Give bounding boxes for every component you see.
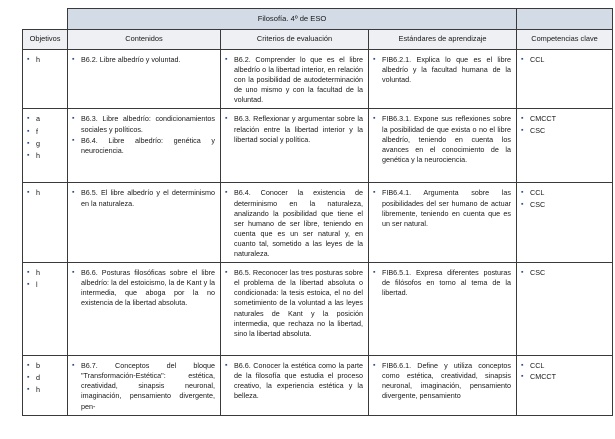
criterio-text: B6.5. Reconocer las tres posturas sobre el problema de la libertad absoluta o condicionada: la tesis estoica, el no del sometimiento de la voluntad a las leyes naturales de Kant y la posición intermedia, que rechaza no la libertad, sino la libertad absoluta. — [234, 268, 363, 338]
bullet-icon: ▪ — [373, 56, 376, 63]
bullet-icon: ▪ — [72, 56, 75, 63]
bullet-icon: ▪ — [521, 189, 524, 197]
list-item — [27, 268, 62, 278]
objetivos-cell — [23, 356, 68, 415]
list-item — [521, 268, 607, 278]
list-item — [225, 114, 363, 144]
header-estandares: Estándares de aprendizaje — [369, 30, 517, 50]
competencia-text: CCL — [530, 55, 545, 64]
bullet-icon: ▪ — [27, 362, 30, 370]
contenido-text: B6.3. Libre albedrío: condicionamientos sociales y políticos. — [81, 114, 215, 134]
list-item — [27, 188, 62, 198]
bullet-icon: ▪ — [521, 373, 524, 381]
bullet-icon: ▪ — [521, 269, 524, 277]
competencias-cell — [517, 183, 613, 263]
list-item — [225, 55, 363, 105]
objetivo-text: f — [36, 126, 38, 136]
contenido-text: B6.5. El libre albedrío y el determinismo en la naturaleza. — [81, 188, 215, 208]
contenidos-cell — [68, 50, 221, 109]
competencias-cell — [517, 50, 613, 109]
estandares-cell — [369, 356, 517, 415]
list-item — [72, 114, 215, 134]
estandar-text: FIB6.6.1. Define y utiliza conceptos como estética, creatividad, sinapsis neuronal, imaginación, pensamiento divergente, pensamiento — [382, 361, 512, 401]
objetivo-text: d — [36, 373, 40, 383]
criterios-cell — [221, 356, 369, 415]
contenidos-cell — [68, 109, 221, 183]
competencia-text: CCL — [530, 361, 545, 371]
list-item — [27, 114, 62, 124]
table-row — [23, 356, 613, 415]
competencia-text: CCL — [530, 188, 545, 198]
criterio-text: B6.3. Reflexionar y argumentar sobre la relación entre la libertad interior y la libertad social y política. — [234, 114, 363, 144]
header-competencias: Competencias clave — [517, 30, 613, 50]
bullet-icon: ▪ — [521, 200, 524, 208]
bullet-icon: ▪ — [373, 115, 376, 123]
competencias-cell — [517, 356, 613, 415]
competencia-text: CSC — [530, 199, 546, 209]
criterio-text: B6.6. Conocer la estética como la parte de la filosofía que estudia el proceso creativo, la experiencia estética y la belleza. — [234, 361, 363, 401]
competencia-text: CSC — [530, 125, 546, 135]
objetivo-text: h — [36, 150, 40, 160]
estandar-text: FIB6.4.1. Argumenta sobre las posibilidades del ser humano de actuar libremente, teniendo en cuenta que es un ser natural. — [382, 188, 512, 228]
estandares-cell — [369, 109, 517, 183]
contenido-text: B6.6. Posturas filosóficas sobre el libre albedrío: la del estoicismo, la de Kant y la intermedia, que aboga por la no existencia de la libertad absoluta. — [81, 268, 215, 308]
list-item — [373, 55, 511, 85]
bullet-icon: ▪ — [521, 362, 524, 370]
objetivo-text: l — [36, 280, 38, 290]
list-item — [27, 385, 62, 395]
bullet-icon: ▪ — [27, 189, 30, 197]
bullet-icon: ▪ — [72, 269, 75, 277]
curriculum-table — [22, 8, 613, 416]
competencia-text: CSC — [530, 268, 546, 278]
table-header-row — [23, 30, 613, 50]
objetivos-cell — [23, 50, 68, 109]
list-item — [373, 188, 511, 228]
blank-title-cell — [517, 9, 613, 30]
list-item — [225, 361, 363, 401]
list-item — [72, 188, 215, 208]
competencias-cell — [517, 263, 613, 356]
estandar-text: FIB6.3.1. Expone sus reflexiones sobre la posibilidad de que exista o no el libre albedrío, teniendo en cuenta los avances en el conocimiento de la genética y la neurociencia. — [382, 114, 512, 164]
bullet-icon: ▪ — [27, 115, 30, 123]
bullet-icon: ▪ — [27, 139, 30, 147]
bullet-icon: ▪ — [373, 189, 376, 197]
list-item — [373, 268, 511, 298]
list-item — [27, 55, 62, 65]
bullet-icon: ▪ — [225, 56, 228, 63]
list-item — [521, 126, 607, 136]
estandares-cell — [369, 263, 517, 356]
objetivo-text: h — [36, 55, 40, 64]
bullet-icon: ▪ — [27, 151, 30, 159]
bullet-icon: ▪ — [27, 281, 30, 289]
criterios-cell — [221, 50, 369, 109]
header-criterios: Criterios de evaluación — [221, 30, 369, 50]
list-item — [27, 280, 62, 290]
objetivo-text: h — [36, 188, 40, 198]
table-row — [23, 109, 613, 183]
objetivos-cell — [23, 183, 68, 263]
competencia-text: CMCCT — [530, 372, 556, 382]
contenidos-cell — [68, 263, 221, 356]
bullet-icon: ▪ — [225, 362, 228, 370]
objetivo-text: h — [36, 268, 40, 278]
list-item — [521, 361, 607, 371]
estandares-cell — [369, 183, 517, 263]
list-item — [72, 136, 215, 156]
contenidos-cell — [68, 183, 221, 263]
table-row — [23, 50, 613, 109]
bullet-icon: ▪ — [27, 56, 30, 63]
criterios-cell — [221, 183, 369, 263]
bullet-icon: ▪ — [521, 56, 524, 63]
list-item — [373, 114, 511, 164]
bullet-icon: ▪ — [72, 115, 75, 123]
competencias-cell — [517, 109, 613, 183]
bullet-icon: ▪ — [225, 115, 228, 123]
list-item — [27, 361, 62, 371]
bullet-icon: ▪ — [225, 189, 228, 197]
list-item — [521, 55, 607, 65]
objetivos-cell — [23, 109, 68, 183]
bullet-icon: ▪ — [72, 362, 75, 370]
table-title: Filosofía. 4º de ESO — [68, 9, 517, 30]
table-title-row — [23, 9, 613, 30]
table-row — [23, 183, 613, 263]
criterio-text: B6.4. Conocer la existencia de determinismo en la naturaleza, analizando la posibilidad que tiene el ser humano de ser libre, teniendo en cuenta que es un ser natural y, en cuanto tal, sometido a las leyes de la naturaleza. — [234, 188, 363, 259]
header-contenidos: Contenidos — [68, 30, 221, 50]
criterios-cell — [221, 109, 369, 183]
list-item — [72, 55, 215, 65]
estandares-cell — [369, 50, 517, 109]
table-row — [23, 263, 613, 356]
list-item — [27, 373, 62, 383]
header-objetivos: Objetivos — [23, 30, 68, 50]
list-item — [72, 361, 215, 411]
competencia-text: CMCCT — [530, 114, 556, 124]
list-item — [521, 188, 607, 198]
objetivo-text: g — [36, 138, 40, 148]
bullet-icon: ▪ — [27, 386, 30, 394]
list-item — [27, 127, 62, 137]
objetivo-text: b — [36, 361, 40, 371]
bullet-icon: ▪ — [27, 127, 30, 135]
objetivo-text: a — [36, 114, 40, 124]
objetivos-cell — [23, 263, 68, 356]
list-item — [72, 268, 215, 308]
list-item — [521, 372, 607, 382]
objetivo-text: h — [36, 385, 40, 395]
contenido-text: B6.2. Libre albedrío y voluntad. — [81, 55, 181, 64]
contenido-text: B6.7. Conceptos del bloque "Transformación-Estética": estética, creatividad, sinapsis neuronal, imaginación, pensamiento divergente, pen- — [81, 361, 215, 411]
bullet-icon: ▪ — [373, 362, 376, 370]
bullet-icon: ▪ — [225, 269, 228, 277]
bullet-icon: ▪ — [27, 374, 30, 382]
bullet-icon: ▪ — [373, 269, 376, 277]
list-item — [225, 188, 363, 259]
criterios-cell — [221, 263, 369, 356]
estandar-text: FIB6.2.1. Explica lo que es el libre albedrío y la facultad humana de la voluntad. — [382, 55, 512, 85]
blank-header-cell — [23, 9, 68, 30]
criterio-text: B6.2. Comprender lo que es el libre albedrío o la libertad interior, en relación con la posibilidad de autodeterminación de uno mismo y con la facultad de la voluntad. — [234, 55, 363, 105]
list-item — [521, 114, 607, 124]
contenido-text: B6.4. Libre albedrío: genética y neurociencia. — [81, 135, 215, 155]
bullet-icon: ▪ — [72, 189, 75, 197]
estandar-text: FIB6.5.1. Expresa diferentes posturas de filósofos en torno al tema de la libertad. — [382, 268, 512, 298]
list-item — [521, 200, 607, 210]
bullet-icon: ▪ — [521, 126, 524, 134]
list-item — [225, 268, 363, 339]
bullet-icon: ▪ — [72, 136, 75, 144]
list-item — [27, 139, 62, 149]
bullet-icon: ▪ — [521, 115, 524, 123]
list-item — [27, 151, 62, 161]
bullet-icon: ▪ — [27, 269, 30, 277]
list-item — [373, 361, 511, 401]
contenidos-cell — [68, 356, 221, 415]
